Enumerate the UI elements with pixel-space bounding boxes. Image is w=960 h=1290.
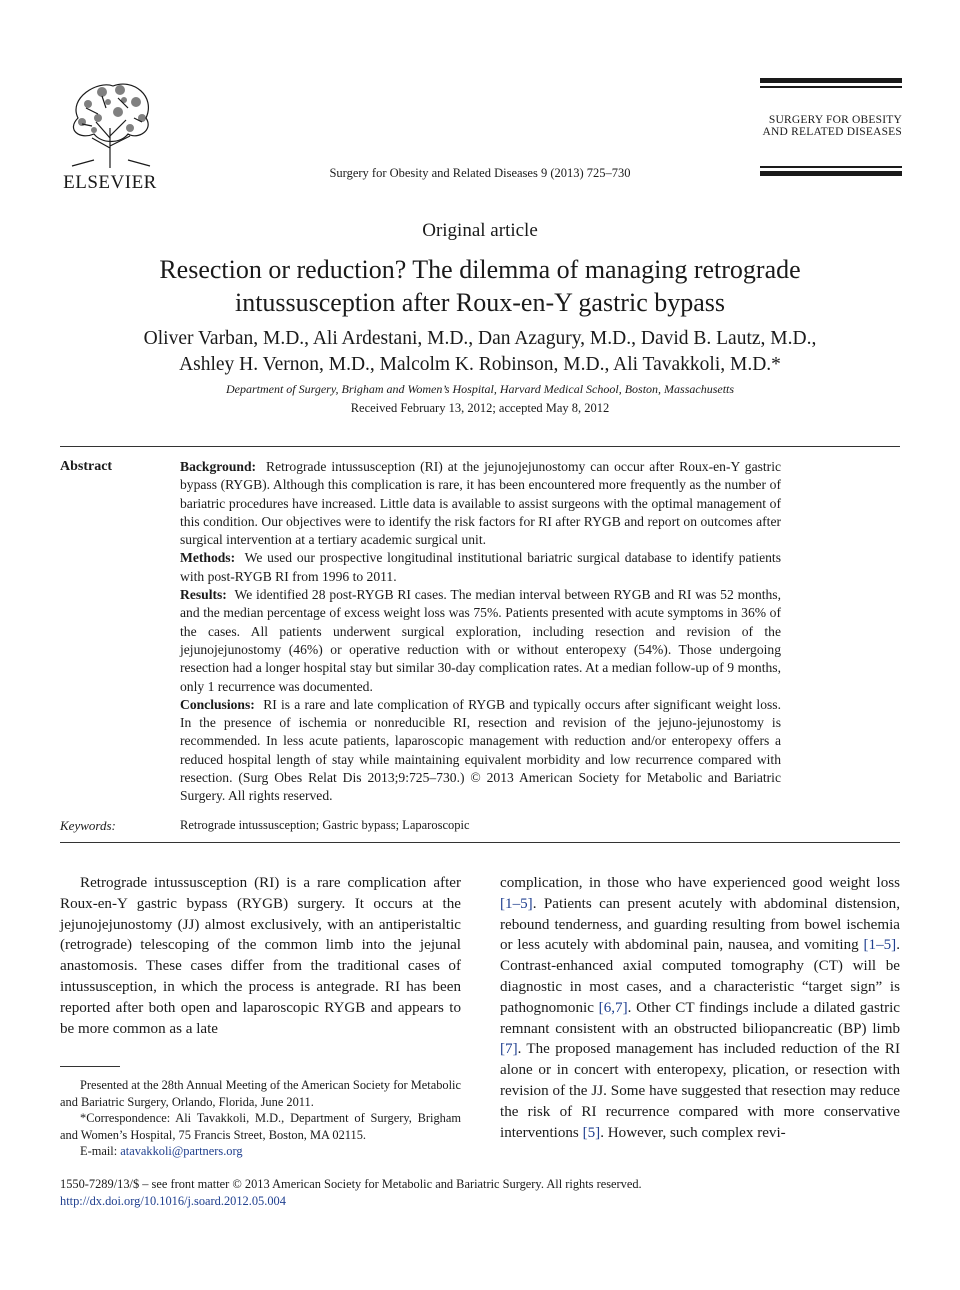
received-dates: Received February 13, 2012; accepted May 8, 2012 <box>350 401 610 415</box>
body-column-right <box>500 873 900 1143</box>
intro-paragraph-continued <box>500 873 900 1143</box>
abstract-results <box>180 586 781 696</box>
journal-citation: Surgery for Obesity and Related Diseases 9 (2013) 725–730 <box>329 166 631 180</box>
conclusions-text: RI is a rare and late complication of RYGB and typically occurs after significant weight loss. In the presence of ischemia or nonreducible RI, resection and revision of the jejuno-jejunostomy is recommended. In less acute patients, laparoscopic management with reduction and/or enteropexy offers a reduced hospital length of stay while maintaining equivalent morbidity and low recurrence compared with resection. (Surg Obes Relat Dis 2013;9:725–730.) © 2013 American Society for Metabolic and Bariatric Surgery. All rights reserved. <box>180 696 781 804</box>
intro-paragraph: Retrograde intussusception (RI) is a rare complication after Roux-en-Y gastric bypass (RYGB) surgery. It occurs at the jejunojejunostomy (JJ) almost exclusively, with an antiperistaltic (retrograde) telescoping of the common limb into the jejunal anastomosis. These cases differ from the traditional cases of intussusception, in which the process is antegrade. RI has been reported after both open and laparoscopic RYGB and appears to be more common as a late <box>60 875 461 1037</box>
text-segment: . Other CT findings include a dilated gastric remnant consistent with an obstructed biliopancreatic (BP) limb <box>500 999 900 1037</box>
abstract-body <box>180 458 781 806</box>
conclusions-label: Conclusions: <box>180 696 255 712</box>
results-text: We identified 28 post-RYGB RI cases. The median interval between RYGB and RI was 52 months, and the median percentage of excess weight loss was 75%. Patients presented with acute symptoms in 36% of the cases. All patients underwent surgical exploration, including resection and revision of the jejunojejunostomy (46%) or operative reduction with or without enteropexy (54%). Those undergoing resection had a longer hospital stay but similar 30-day complication rates. At a median follow-up of 9 months, only 1 recurrence was documented. <box>180 587 781 694</box>
citation-link[interactable]: [7] <box>500 1041 518 1058</box>
text-segment: . The proposed management has included reduction of the RI alone or in concert with enteropexy, plication, or resection with revision of the JJ. Some have suggested that resection may reduce the risk of RI recurrence compared with more conservative interventions <box>500 1041 900 1141</box>
email-link[interactable]: atavakkoli@partners.org <box>120 1144 243 1159</box>
journal-brand-line1: SURGERY FOR OBESITY <box>768 114 902 126</box>
text-segment: . However, such complex revi- <box>600 1124 786 1141</box>
title-line1: Resection or reduction? The dilemma of managing retrograde <box>159 255 801 284</box>
text-segment: complication, in those who have experienced good weight loss <box>500 875 900 891</box>
brand-rule-bottom <box>760 171 902 176</box>
citation-link[interactable]: [6,7] <box>598 999 628 1016</box>
journal-brand-line2: AND RELATED DISEASES <box>762 126 902 138</box>
footnote-correspondence: *Correspondence: Ali Tavakkoli, M.D., Department of Surgery, Brigham and Women’s Hospital, 75 Francis Street, Boston, MA 02115. <box>60 1111 461 1142</box>
footnote-presented: Presented at the 28th Annual Meeting of the American Society for Metabolic and Bariatric Surgery, Orlando, Florida, June 2011. <box>60 1078 461 1109</box>
footnote-rule <box>60 1066 120 1067</box>
publisher-name: ELSEVIER <box>63 172 157 193</box>
journal-brand <box>760 78 902 178</box>
elsevier-logo <box>58 78 162 193</box>
background-text: Retrograde intussusception (RI) at the jejunojejunostomy can occur after Roux-en-Y gastric bypass (RYGB). Although this complication is rare, it has been encountered more frequently as the number of bariatric procedures have increased. Little data is available to assist surgeons with the optimal management of this condition. Our objectives were to identify the risk factors for RI after RYGB and report on outcomes after surgical intervention at a tertiary academic surgical unit. <box>180 459 782 548</box>
authors-line1: Oliver Varban, M.D., Ali Ardestani, M.D., Dan Azagury, M.D., David B. Lautz, M.D., <box>143 328 817 349</box>
brand-rule-bottom-thin <box>760 166 902 168</box>
citation-link[interactable]: [1–5] <box>500 895 533 912</box>
email-label: E-mail: <box>80 1144 121 1159</box>
brand-rule-top-thin <box>760 86 902 88</box>
article-type: Original article <box>422 220 538 241</box>
issn-line: 1550-7289/13/$ – see front matter © 2013 American Society for Metabolic and Bariatric Surgery. All rights reserved. <box>60 1177 642 1191</box>
page-footer <box>60 1176 900 1210</box>
abstract-conclusions <box>180 696 781 806</box>
methods-label: Methods: <box>180 550 236 566</box>
text-segment: . Patients can present acutely with abdominal distension, rebound tenderness, and guarding resulting from bowel ischemia or less acutely with abdominal pain, nausea, and vomiting <box>500 895 900 954</box>
affiliation: Department of Surgery, Brigham and Women’s Hospital, Harvard Medical School, Boston, Massachusetts <box>225 382 735 396</box>
citation-link[interactable]: [5] <box>582 1124 601 1141</box>
doi-link[interactable]: http://dx.doi.org/10.1016/j.soard.2012.05.004 <box>60 1194 286 1208</box>
abstract-bottom-divider <box>60 842 900 843</box>
keywords-text: Retrograde intussusception; Gastric bypass; Laparoscopic <box>180 818 470 832</box>
tree-logo-icon <box>58 78 162 170</box>
footnotes <box>60 1077 461 1160</box>
body-column-left <box>60 873 461 1039</box>
results-label: Results: <box>180 587 227 603</box>
abstract-top-divider <box>60 446 900 447</box>
abstract-label: Abstract <box>60 459 113 474</box>
citation-link[interactable]: [1–5] <box>863 937 897 954</box>
title-line2: intussusception after Roux-en-Y gastric bypass <box>234 288 726 317</box>
text-segment: . Contrast-enhanced axial computed tomography (CT) will be diagnostic in most cases, and a characteristic “target sign” is pathognomonic <box>500 937 900 1016</box>
brand-rule-top <box>760 78 902 83</box>
article-title <box>60 253 900 319</box>
abstract-background <box>180 458 781 549</box>
background-label: Background: <box>180 459 257 474</box>
abstract-methods <box>180 549 781 586</box>
keywords-label: Keywords: <box>60 818 116 833</box>
methods-text: We used our prospective longitudinal institutional bariatric surgical database to identify patients with post-RYGB RI from 1996 to 2011. <box>180 550 781 584</box>
footnote-email <box>60 1143 461 1160</box>
author-list <box>60 326 900 378</box>
journal-brand-text <box>763 114 902 138</box>
authors-line2: Ashley H. Vernon, M.D., Malcolm K. Robinson, M.D., Ali Tavakkoli, M.D.* <box>179 354 781 375</box>
